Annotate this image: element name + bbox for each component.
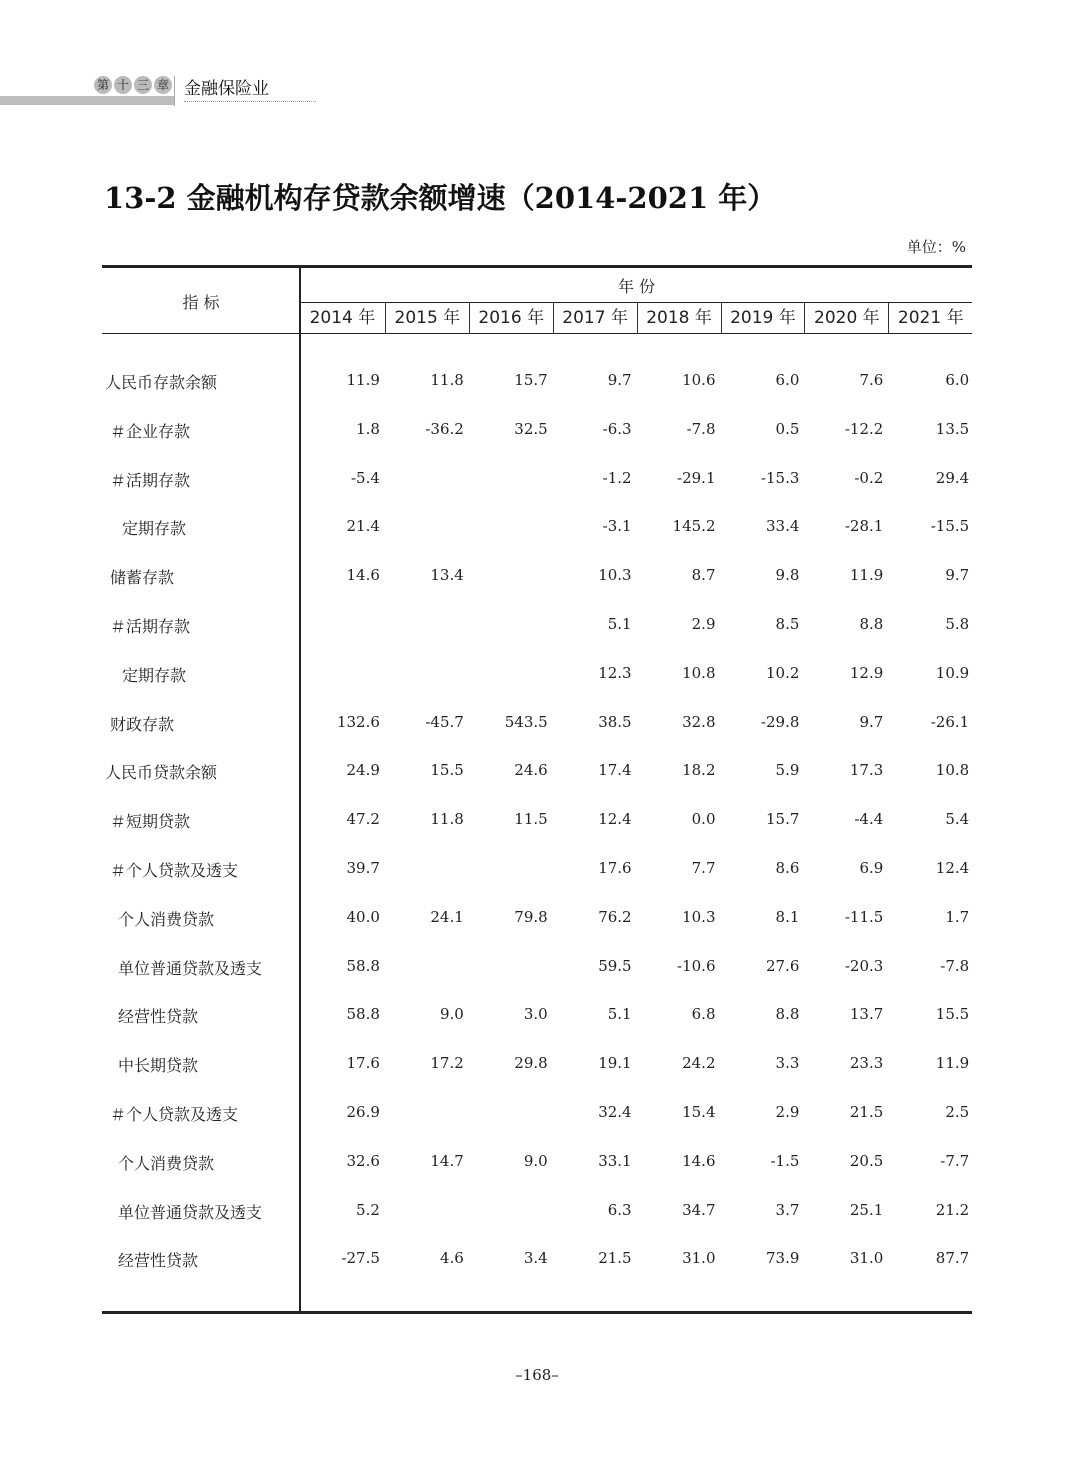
table-cell: 26.9 [346, 1103, 380, 1121]
row-label: 定期存款 [122, 519, 187, 539]
table-cell: 21.5 [849, 1103, 884, 1121]
table-top-rule [102, 265, 972, 268]
table-cell: 32.4 [598, 1103, 632, 1121]
table-cell: 7.6 [859, 371, 884, 389]
table-cell: 12.4 [935, 859, 970, 877]
chapter-char: 十 [114, 76, 132, 94]
table-cell: -27.5 [341, 1249, 380, 1268]
table-cell: 20.5 [849, 1151, 884, 1170]
table-cell: 21.2 [935, 1200, 970, 1219]
table-cell: -45.7 [425, 712, 464, 731]
row-label: ＃企业存款 [110, 421, 191, 441]
table-cell: 3.3 [775, 1054, 800, 1073]
row-label: 单位普通贷款及透支 [118, 958, 263, 978]
table-cell: 15.4 [682, 1103, 716, 1121]
table-cell: 8.1 [775, 907, 800, 926]
table-cell: 27.6 [765, 956, 800, 975]
table-cell: 29.8 [514, 1054, 548, 1073]
indicator-header: 指 标 [182, 293, 220, 312]
table-cell: 24.6 [514, 761, 548, 780]
row-label: 经营性贷款 [118, 1007, 199, 1027]
table-cell: 10.3 [598, 566, 632, 585]
table-bottom-rule [102, 1311, 972, 1314]
table-cell: -6.3 [602, 419, 632, 438]
section-title: 金融保险业 [184, 74, 316, 102]
table-cell: 9.7 [859, 712, 884, 731]
table-cell: 8.5 [775, 615, 800, 633]
table-cell: 58.8 [346, 1005, 380, 1024]
year-header: 年 份 [617, 277, 656, 296]
table-cell: 21.4 [346, 517, 380, 536]
table-cell: 15.5 [430, 761, 464, 780]
table-cell: 2.5 [945, 1103, 970, 1121]
table-cell: 38.5 [598, 712, 632, 731]
table-cell: 7.7 [691, 859, 716, 877]
chapter-char: 三 [134, 76, 152, 94]
table-cell: 5.9 [775, 761, 800, 780]
table-cell: 543.5 [504, 712, 548, 731]
table-cell: 6.0 [945, 371, 970, 389]
table-cell: 24.1 [430, 907, 464, 926]
table-cell: 9.0 [439, 1005, 464, 1024]
table-cell: 132.6 [336, 712, 380, 731]
table-cell: 32.8 [682, 712, 716, 731]
table-cell: 58.8 [346, 956, 380, 975]
table-cell: 33.4 [765, 517, 800, 536]
table-cell: 18.2 [682, 761, 716, 780]
chapter-char: 章 [154, 76, 172, 94]
table-cell: 8.7 [691, 566, 716, 585]
row-label: 中长期贷款 [118, 1056, 199, 1076]
table-cell: 12.4 [598, 810, 632, 829]
year-column-header: 2017 年 [553, 303, 637, 333]
table-cell: 5.1 [607, 1005, 632, 1024]
table-cell: 9.8 [775, 566, 800, 585]
table-cell: 2.9 [691, 615, 716, 633]
table-cell: 34.7 [682, 1200, 716, 1219]
table-cell: 87.7 [935, 1249, 970, 1268]
table-cell: -12.2 [844, 419, 884, 438]
table-cell: 11.9 [849, 566, 884, 585]
table-cell: 3.7 [775, 1200, 800, 1219]
table-cell: 1.7 [945, 907, 970, 926]
year-column-header: 2020 年 [804, 303, 888, 333]
table-cell: 9.7 [945, 566, 970, 585]
table-cell: -1.2 [602, 468, 632, 487]
table-cell: 10.9 [935, 663, 970, 682]
row-label: ＃个人贷款及透支 [110, 861, 239, 880]
table-cell: 10.3 [682, 907, 716, 926]
table-cell: 17.3 [849, 761, 884, 780]
table-cell: 59.5 [598, 956, 632, 975]
table-cell: -20.3 [844, 956, 884, 975]
table-cell: 31.0 [682, 1249, 716, 1268]
table-cell: 13.7 [849, 1005, 884, 1024]
table-cell: 12.9 [849, 663, 884, 682]
year-column-header: 2014 年 [309, 308, 376, 328]
row-label: ＃活期存款 [110, 470, 191, 490]
table-cell: 8.6 [775, 859, 800, 877]
table-cell: -7.8 [940, 956, 970, 975]
table-cell: -7.8 [686, 419, 716, 438]
table-cell: 15.7 [765, 810, 800, 829]
table-cell: 2.9 [775, 1103, 800, 1121]
table-cell: 17.4 [598, 761, 632, 780]
table-cell: 40.0 [346, 907, 380, 926]
table-cell: 1.8 [356, 419, 380, 438]
table-cell: 11.8 [430, 371, 464, 389]
table-cell: 19.1 [598, 1054, 632, 1073]
table-cell: -3.1 [602, 517, 632, 536]
table-cell: 32.6 [346, 1151, 380, 1170]
table-cell: 5.4 [945, 810, 970, 829]
table-cell: 13.4 [430, 566, 464, 585]
table-cell: 14.7 [430, 1151, 464, 1170]
row-label: 个人消费贷款 [118, 1153, 215, 1173]
table-cell: 32.5 [514, 419, 548, 438]
table-cell: -1.5 [770, 1151, 800, 1170]
table-cell: 12.3 [598, 663, 632, 682]
table-cell: 21.5 [598, 1249, 632, 1268]
table-cell: 25.1 [849, 1200, 884, 1219]
row-label: 经营性贷款 [118, 1251, 199, 1271]
table-cell: 6.8 [691, 1005, 716, 1024]
table-cell: -5.4 [350, 468, 380, 487]
table-cell: 8.8 [775, 1005, 800, 1024]
table-cell: -7.7 [940, 1151, 970, 1170]
table-cell: 9.7 [607, 371, 632, 389]
page-title: 13-2 金融机构存贷款余额增速（2014-2021 年） [104, 181, 777, 215]
table-cell: 79.8 [514, 907, 548, 926]
table-cell: 33.1 [598, 1151, 632, 1170]
table-cell: 10.8 [682, 663, 716, 682]
table-cell: -4.4 [854, 810, 884, 829]
year-column-header: 2018 年 [637, 303, 721, 333]
row-label: 定期存款 [122, 665, 187, 685]
table-cell: 11.9 [346, 371, 380, 389]
table-cell: 5.2 [356, 1200, 380, 1219]
table-cell: 17.6 [598, 859, 632, 877]
table-cell: 10.8 [935, 761, 970, 780]
table-cell: 11.9 [935, 1054, 970, 1073]
table-cell: 15.5 [935, 1005, 970, 1024]
table-cell: 13.5 [935, 419, 970, 438]
table-cell: -28.1 [844, 517, 884, 536]
year-column-header: 2021 年 [888, 303, 972, 333]
row-label: ＃短期贷款 [110, 812, 191, 832]
row-label: 人民币贷款余额 [105, 763, 218, 783]
table-cell: 73.9 [765, 1249, 800, 1268]
table-cell: -26.1 [930, 712, 970, 731]
table-cell: 9.0 [523, 1151, 548, 1170]
table-cell: 145.2 [672, 517, 716, 536]
table-cell: 8.8 [859, 615, 884, 633]
year-column-header: 2016 年 [469, 303, 553, 333]
table-cell: -29.1 [677, 468, 716, 487]
table-cell: 31.0 [849, 1249, 884, 1268]
table-cell: 23.3 [849, 1054, 884, 1073]
row-label: 个人消费贷款 [118, 909, 215, 929]
table-cell: 24.2 [682, 1054, 716, 1073]
table-cell: 17.2 [430, 1054, 464, 1073]
table-cell: 5.1 [607, 615, 632, 633]
table-cell: -36.2 [425, 419, 464, 438]
row-label: 人民币存款余额 [105, 373, 218, 392]
row-label: ＃个人贷款及透支 [110, 1105, 239, 1124]
table-cell: 3.4 [523, 1249, 548, 1268]
chapter-char: 第 [94, 76, 112, 94]
table-cell: 47.2 [346, 810, 380, 829]
table-cell: 3.0 [523, 1005, 548, 1024]
row-label: 储蓄存款 [110, 568, 175, 588]
table-cell: 14.6 [346, 566, 380, 585]
table-cell: -15.3 [760, 468, 800, 487]
header-bottom-rule [102, 333, 972, 334]
header-divider [174, 76, 175, 106]
table-cell: 0.5 [775, 419, 800, 438]
table-cell: -15.5 [930, 517, 970, 536]
table-cell: 6.9 [859, 859, 884, 877]
table-cell: 17.6 [346, 1054, 380, 1073]
row-label: 财政存款 [110, 714, 175, 734]
table-cell: 10.2 [765, 663, 800, 682]
table-cell: -10.6 [677, 956, 716, 975]
table-cell: 15.7 [514, 371, 548, 389]
chapter-badge [94, 76, 172, 94]
table-cell: 11.5 [514, 810, 548, 829]
row-label: 单位普通贷款及透支 [118, 1202, 263, 1222]
table-cell: 5.8 [945, 615, 970, 633]
header-bar [0, 96, 174, 105]
table-cell: 10.6 [682, 371, 716, 389]
table-cell: 6.3 [607, 1200, 632, 1219]
page-number: –168– [515, 1366, 559, 1384]
table-cell: 0.0 [691, 810, 716, 829]
table-cell: 76.2 [598, 907, 632, 926]
table-cell: -0.2 [854, 468, 884, 487]
year-column-header: 2015 年 [385, 303, 469, 333]
table-cell: 39.7 [346, 859, 380, 877]
row-label: ＃活期存款 [110, 617, 191, 636]
table-cell: 6.0 [775, 371, 800, 389]
table-cell: 11.8 [430, 810, 464, 829]
table-cell: 24.9 [346, 761, 380, 780]
table-cell: 4.6 [439, 1249, 464, 1268]
unit-label: 单位：% [906, 238, 966, 256]
table-cell: -29.8 [760, 712, 800, 731]
year-column-header: 2019 年 [721, 303, 805, 333]
table-cell: 14.6 [682, 1151, 716, 1170]
table-cell: 29.4 [935, 468, 970, 487]
table-cell: -11.5 [844, 907, 884, 926]
